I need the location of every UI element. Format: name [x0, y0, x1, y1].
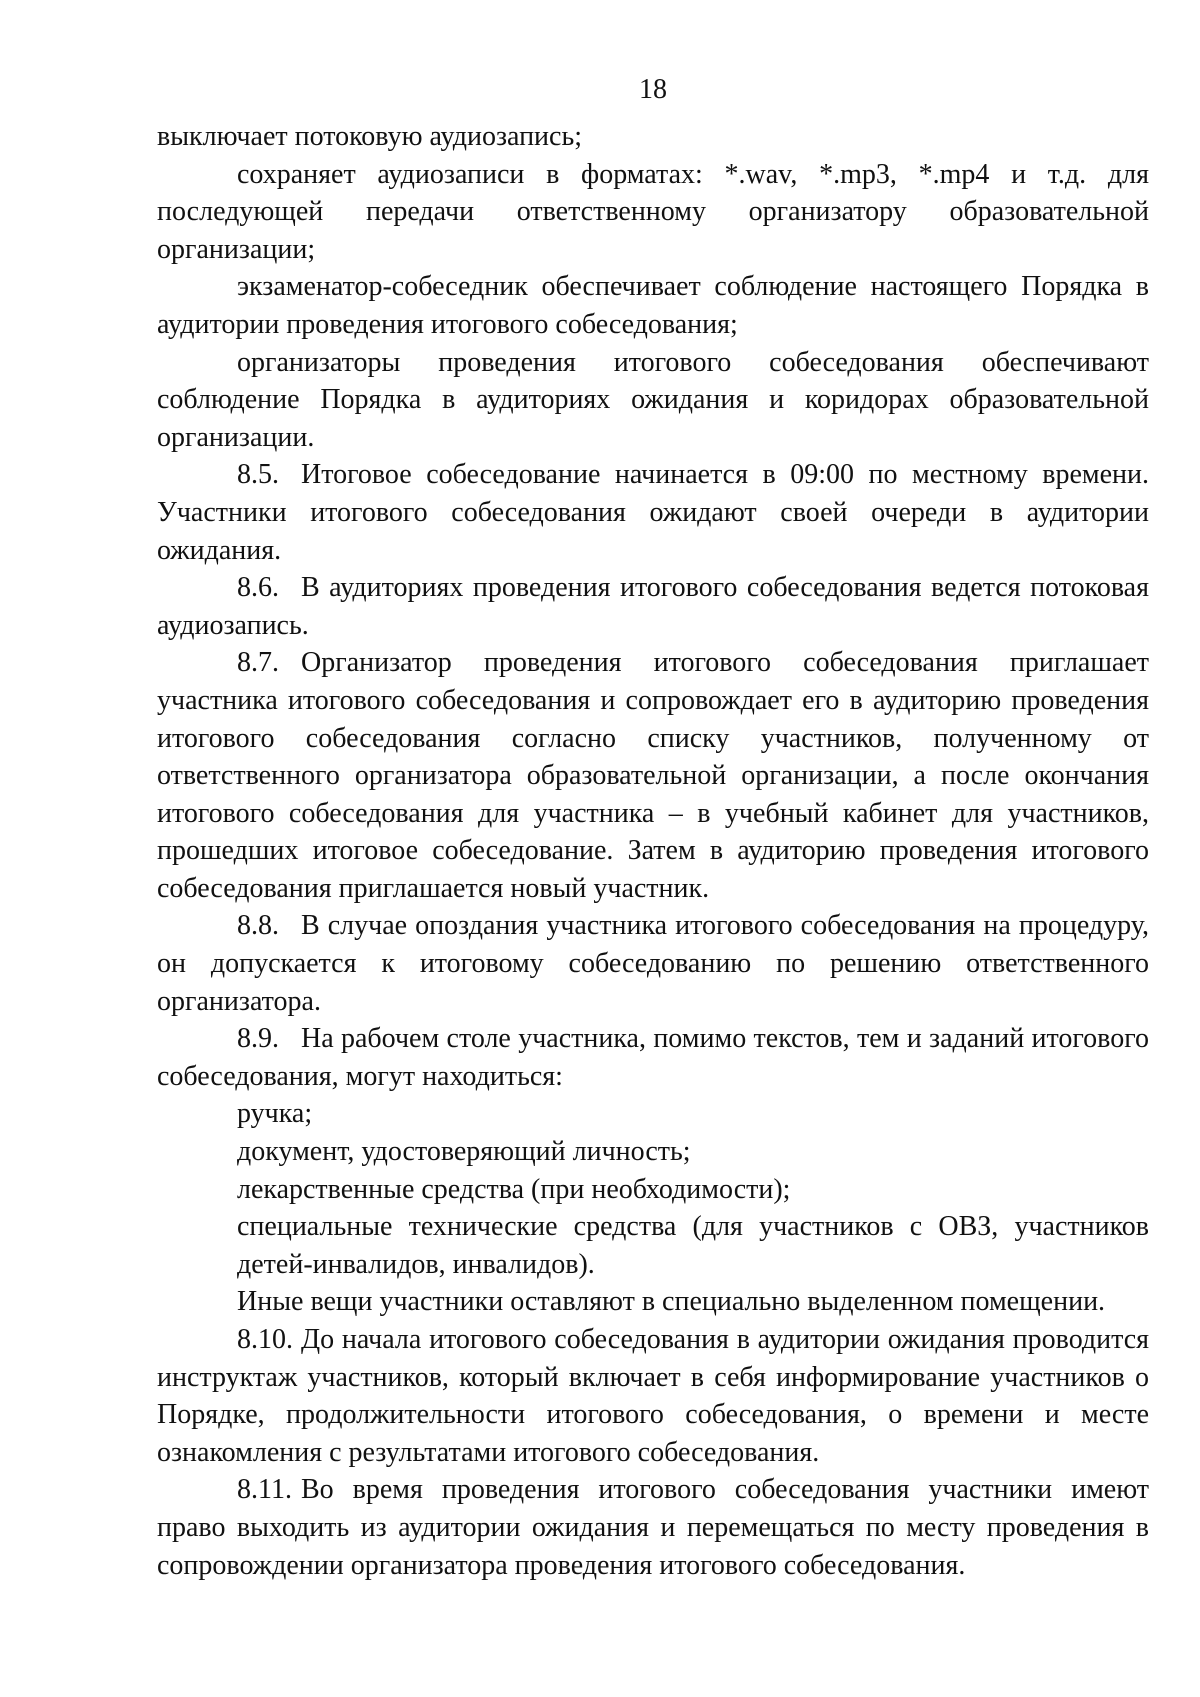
paragraph: организаторы проведения итогового собеседования обеспечивают соблюдение Порядка в аудиториях ожидания и коридорах образовательной организации.: [157, 346, 1149, 453]
paragraph: Иные вещи участники оставляют в специально выделенном помещении.: [237, 1286, 1106, 1318]
paragraph: сохраняет аудиозаписи в форматах: *.wav, *.mp3, *.mp4 и т.д. для последующей передачи ответственному организатору образовательной организации;: [157, 158, 1149, 265]
section-number: 8.9.: [237, 1023, 279, 1055]
section-number: 8.11.: [237, 1474, 292, 1506]
list-item: ручка;: [237, 1098, 313, 1130]
section-8-9: [157, 1020, 1149, 1095]
section-8-7: [157, 644, 1149, 907]
document-page: [157, 72, 1149, 1584]
section-number: 8.8.: [237, 910, 279, 942]
section-text: Организатор проведения итогового собеседования приглашает участника итогового собеседования и сопровождает его в аудиторию проведения итогового собеседования согласно списку участников, полученному от ответственного организатора образовательной организации, а после окончания итогового собеседования для участника – в учебный кабинет для участников, прошедших итоговое собеседование. Затем в аудиторию проведения итогового собеседования приглашается новый участник.: [157, 647, 1149, 904]
section-text: Во время проведения итогового собеседования участники имеют право выходить из аудитории ожидания и перемещаться по месту проведения в сопровождении организатора проведения итогового собеседования.: [157, 1474, 1149, 1581]
section-8-8: [157, 907, 1149, 1020]
section-number: 8.5.: [237, 459, 279, 491]
paragraph: экзаменатор-собеседник обеспечивает соблюдение настоящего Порядка в аудитории проведения итогового собеседования;: [157, 271, 1149, 340]
section-text: В аудиториях проведения итогового собеседования ведется потоковая аудиозапись.: [157, 572, 1149, 641]
section-number: 8.10.: [237, 1324, 293, 1355]
list-item: специальные технические средства (для участников с ОВЗ, участников детей-инвалидов, инвалидов).: [237, 1211, 1149, 1280]
section-number: 8.7.: [237, 647, 279, 679]
section-text: В случае опоздания участника итогового собеседования на процедуру, он допускается к итоговому собеседованию по решению ответственного организатора.: [157, 910, 1149, 1017]
section-8-11: [157, 1471, 1149, 1584]
section-text: Итоговое собеседование начинается в 09:00 по местному времени. Участники итогового собеседования ожидают своей очереди в аудитории ожидания.: [157, 459, 1149, 566]
section-8-10: [157, 1321, 1149, 1471]
paragraph: выключает потоковую аудиозапись;: [157, 121, 583, 152]
section-text: На рабочем столе участника, помимо текстов, тем и заданий итогового собеседования, могут находиться:: [157, 1023, 1149, 1092]
page-number: 18: [639, 74, 667, 105]
section-8-6: [157, 569, 1149, 644]
list-item: документ, удостоверяющий личность;: [237, 1136, 691, 1168]
section-text: До начала итогового собеседования в аудитории ожидания проводится инструктаж участников, который включает в себя информирование участников о Порядке, продолжительности итогового собеседования, о времени и месте ознакомления с результатами итогового собеседования.: [157, 1324, 1149, 1468]
list-item: лекарственные средства (при необходимости);: [237, 1173, 791, 1205]
section-8-5: [157, 456, 1149, 569]
section-number: 8.6.: [237, 572, 279, 604]
